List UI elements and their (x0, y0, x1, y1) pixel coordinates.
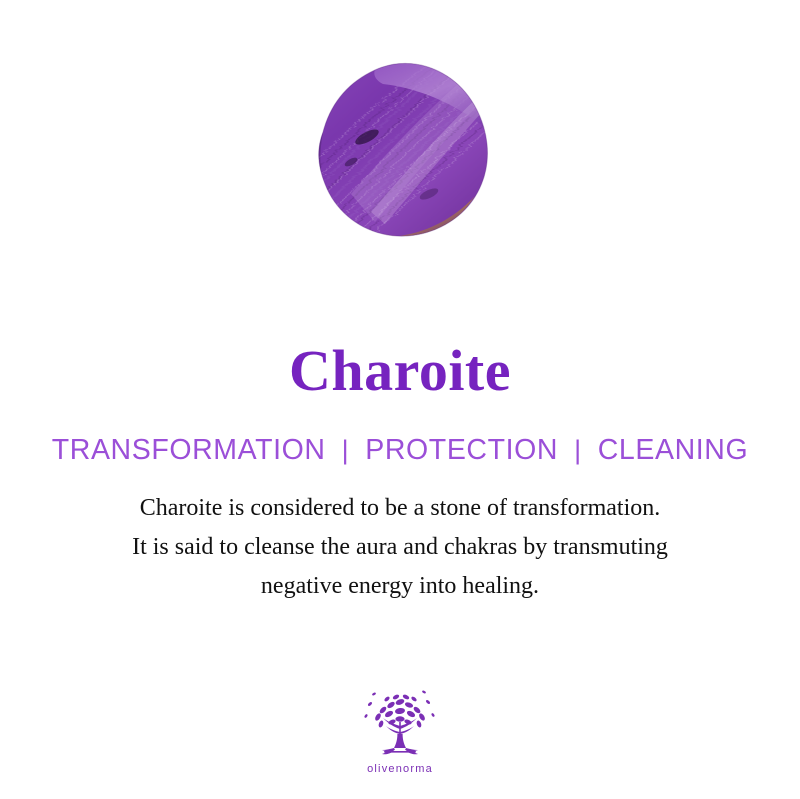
charoite-gemstone-icon (279, 44, 529, 264)
keyword-cleaning: CLEANING (597, 434, 749, 466)
keyword-separator-2: | (574, 435, 582, 465)
description-text (30, 489, 770, 606)
tree-of-life-icon (354, 682, 446, 762)
description-line-1: Charoite is considered to be a stone of transformation. (139, 495, 661, 521)
description-line-2: It is said to cleanse the aura and chakras by transmuting (132, 533, 668, 560)
keyword-list (52, 434, 748, 467)
brand-logo (0, 682, 800, 775)
keyword-separator-1: | (341, 435, 350, 465)
stone-image-area (0, 0, 800, 300)
description-line-3: negative energy into healing. (260, 572, 540, 599)
charoite-gemstone-image (279, 44, 529, 264)
keyword-transformation: TRANSFORMATION (51, 434, 326, 466)
keyword-protection: PROTECTION (365, 434, 559, 466)
brand-wordmark: olivenorma (367, 763, 433, 775)
page-title: Charoite (288, 338, 511, 403)
